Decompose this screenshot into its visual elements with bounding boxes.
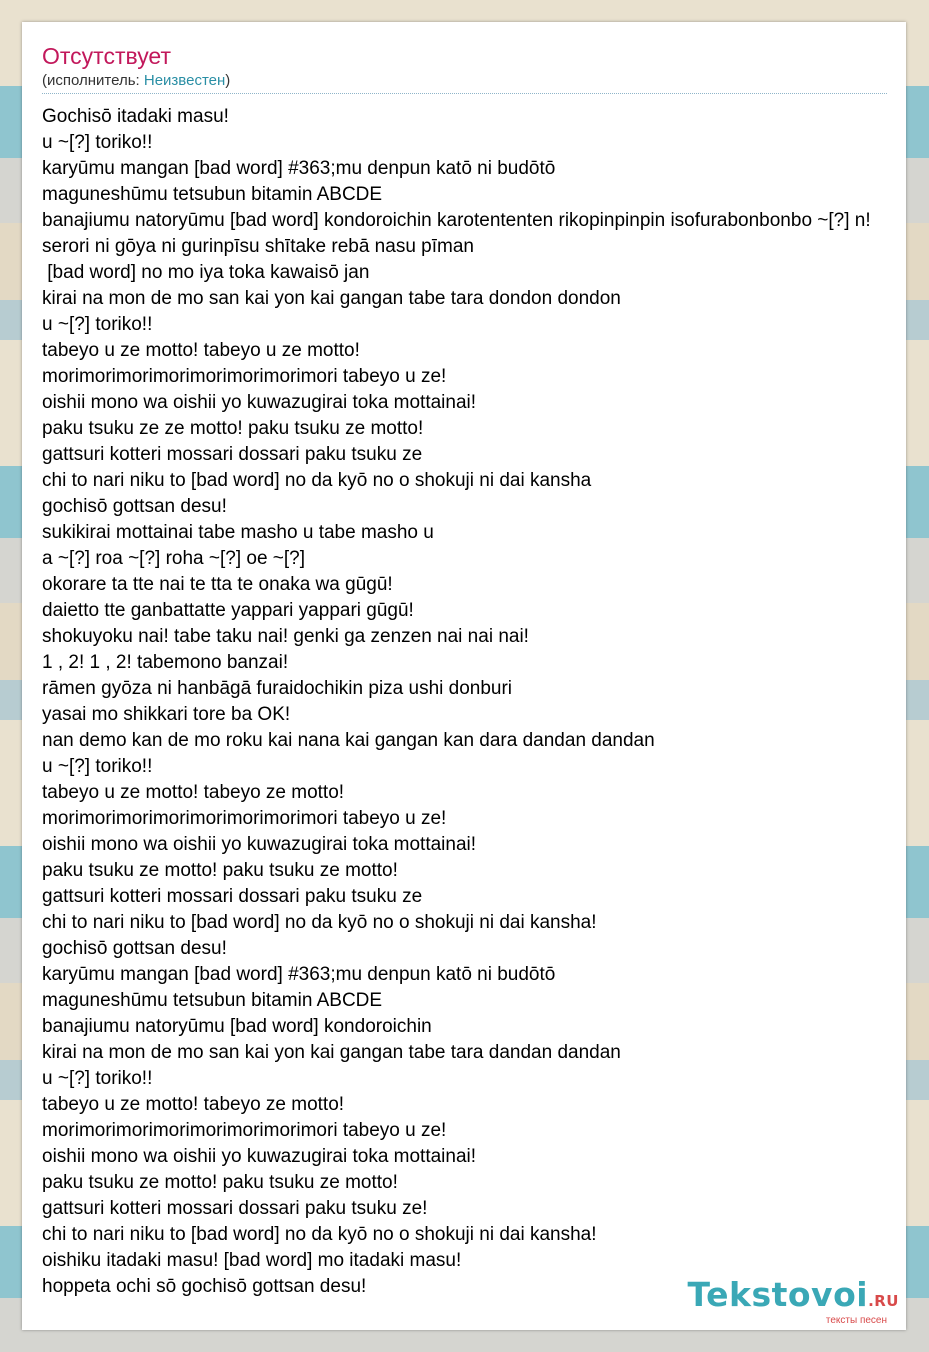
lyric-line: sukikirai mottainai tabe masho u tabe masho u — [42, 522, 434, 543]
song-header — [42, 42, 887, 91]
lyric-line: morimorimorimorimorimorimorimori tabeyo u ze! — [42, 1120, 447, 1141]
lyrics-card — [22, 22, 906, 1330]
lyric-line: karyūmu mangan [bad word] #363;mu denpun katō ni budōtō — [42, 964, 556, 985]
lyric-line: tabeyo u ze motto! tabeyo u ze motto! — [42, 340, 360, 361]
lyric-line: gattsuri kotteri mossari dossari paku tsuku ze — [42, 444, 423, 465]
logo-name: Tekstovoi — [687, 1275, 869, 1314]
lyric-line: gattsuri kotteri mossari dossari paku tsuku ze — [42, 886, 423, 907]
lyric-line: 1 , 2! 1 , 2! tabemono banzai! — [42, 652, 289, 673]
lyric-line: yasai mo shikkari tore ba OK! — [42, 704, 291, 725]
artist-line — [42, 71, 887, 91]
lyric-line: u ~[?] toriko!! — [42, 756, 153, 777]
lyric-line: maguneshūmu tetsubun bitamin ABCDE — [42, 990, 383, 1011]
lyric-line: kirai na mon de mo san kai yon kai gangan tabe tara dondon dondon — [42, 288, 621, 309]
lyric-line: nan demo kan de mo roku kai nana kai gangan kan dara dandan dandan — [42, 730, 655, 751]
lyric-line: banajiumu natoryūmu [bad word] kondoroichin karotententen rikopinpinpin isofurabonbonbo ~[?] n! — [42, 210, 871, 231]
lyric-line: daietto tte ganbattatte yappari yappari gūgū! — [42, 600, 414, 621]
header-divider — [42, 93, 887, 94]
lyric-line: tabeyo u ze motto! tabeyo ze motto! — [42, 782, 345, 803]
lyric-line: okorare ta tte nai te tta te onaka wa gūgū! — [42, 574, 393, 595]
lyric-line: maguneshūmu tetsubun bitamin ABCDE — [42, 184, 383, 205]
artist-prefix: (исполнитель: — [42, 72, 144, 89]
lyric-line: a ~[?] roa ~[?] roha ~[?] oe ~[?] — [42, 548, 306, 569]
site-logo[interactable] — [688, 1277, 899, 1326]
lyric-line: gochisō gottsan desu! — [42, 496, 227, 517]
lyric-line: karyūmu mangan [bad word] #363;mu denpun katō ni budōtō — [42, 158, 556, 179]
lyric-line: Gochisō itadaki masu! — [42, 106, 229, 127]
lyric-line: chi to nari niku to [bad word] no da kyō no o shokuji ni dai kansha! — [42, 1224, 597, 1245]
lyric-line: chi to nari niku to [bad word] no da kyō no o shokuji ni dai kansha! — [42, 912, 597, 933]
lyric-line: u ~[?] toriko!! — [42, 1068, 153, 1089]
lyric-line: hoppeta ochi sō gochisō gottsan desu! — [42, 1276, 367, 1297]
lyric-line: tabeyo u ze motto! tabeyo ze motto! — [42, 1094, 345, 1115]
logo-tld: .RU — [868, 1292, 899, 1310]
lyric-line: paku tsuku ze ze motto! paku tsuku ze motto! — [42, 418, 424, 439]
lyric-line: gochisō gottsan desu! — [42, 938, 227, 959]
lyric-line: rāmen gyōza ni hanbāgā furaidochikin piza ushi donburi — [42, 678, 513, 699]
lyric-line: u ~[?] toriko!! — [42, 132, 153, 153]
lyric-line: oishii mono wa oishii yo kuwazugirai toka mottainai! — [42, 834, 477, 855]
artist-suffix: ) — [225, 72, 231, 89]
lyric-line: oishiku itadaki masu! [bad word] mo itadaki masu! — [42, 1250, 462, 1271]
artist-link[interactable]: Неизвестен — [143, 72, 226, 89]
lyric-line: paku tsuku ze motto! paku tsuku ze motto! — [42, 1172, 398, 1193]
lyric-line: oishii mono wa oishii yo kuwazugirai toka mottainai! — [42, 392, 477, 413]
lyric-line: banajiumu natoryūmu [bad word] kondoroichin — [42, 1016, 432, 1037]
lyric-line: morimorimorimorimorimorimorimori tabeyo u ze! — [42, 808, 447, 829]
lyric-line: paku tsuku ze motto! paku tsuku ze motto! — [42, 860, 398, 881]
lyric-line: morimorimorimorimorimorimorimori tabeyo u ze! — [42, 366, 447, 387]
lyric-line: [bad word] no mo iya toka kawaisō jan — [42, 262, 370, 283]
lyric-line: gattsuri kotteri mossari dossari paku tsuku ze! — [42, 1198, 428, 1219]
lyric-line: oishii mono wa oishii yo kuwazugirai toka mottainai! — [42, 1146, 477, 1167]
lyric-line: shokuyoku nai! tabe taku nai! genki ga zenzen nai nai nai! — [42, 626, 529, 647]
lyric-line: kirai na mon de mo san kai yon kai gangan tabe tara dandan dandan — [42, 1042, 621, 1063]
lyric-line: serori ni gōya ni gurinpīsu shītake rebā nasu pīman — [42, 236, 474, 257]
song-title: Отсутствует — [42, 43, 171, 69]
lyrics-text — [42, 104, 906, 1300]
lyric-line: u ~[?] toriko!! — [42, 314, 153, 335]
logo-tagline: тексты песен — [825, 1315, 887, 1326]
lyric-line: chi to nari niku to [bad word] no da kyō no o shokuji ni dai kansha — [42, 470, 592, 491]
